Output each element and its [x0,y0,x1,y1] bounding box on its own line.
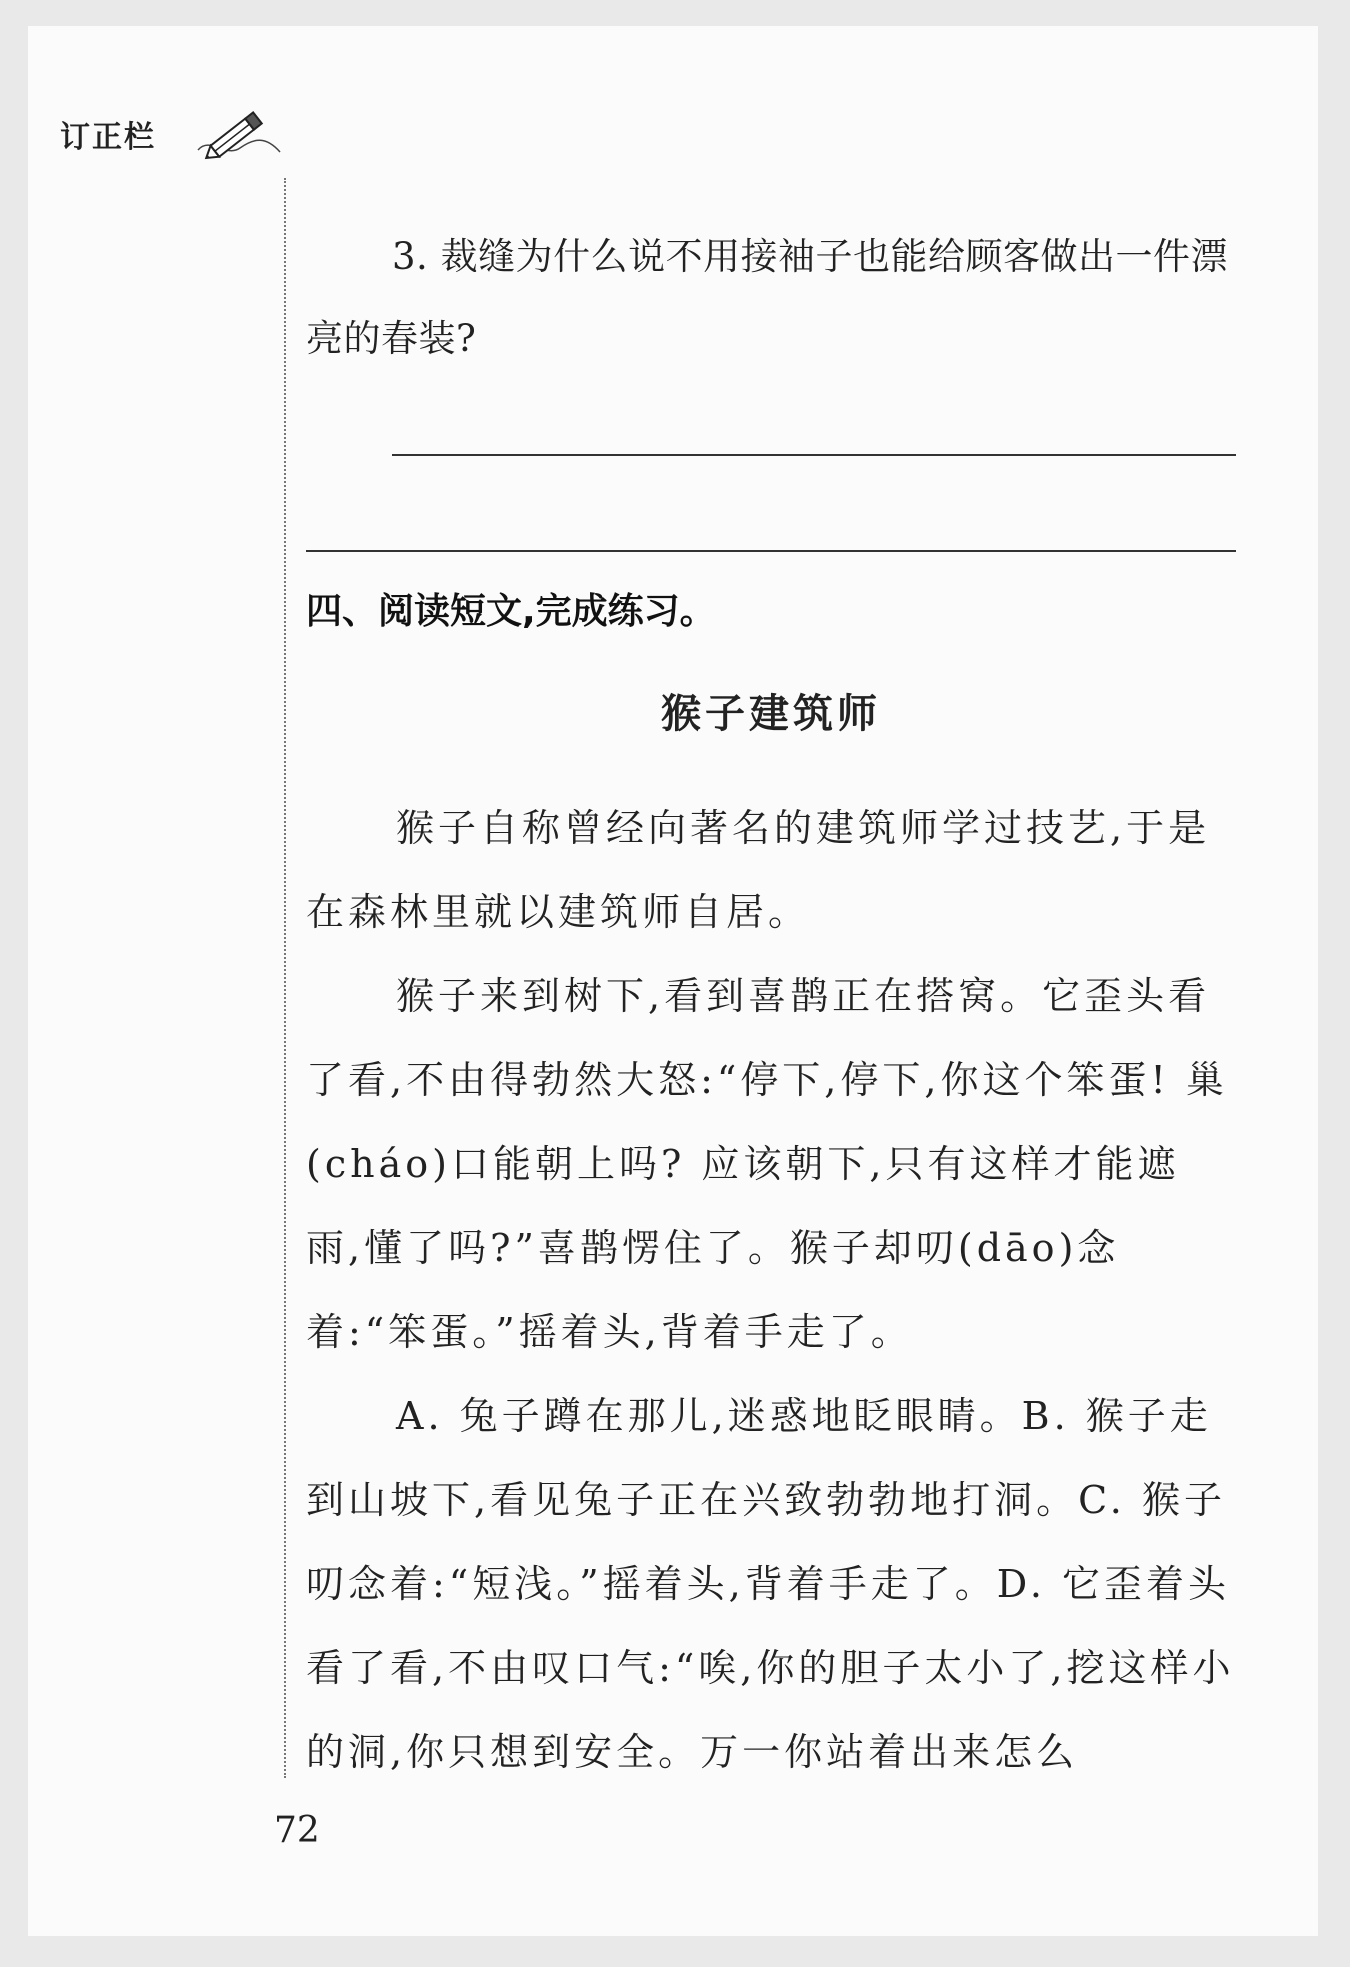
margin-divider [284,178,286,1778]
article-paragraph: A. 兔子蹲在那儿,迷惑地眨眼睛。B. 猴子走到山坡下,看见兔子正在兴致勃勃地打洞。C. 猴子叨念着:“短浅。”摇着头,背着手走了。D. 它歪着头看了看,不由叹口气:“唉,你的胆子太小了,挖这样小的洞,你只想到安全。万一你站着出来怎么 [306,1394,1235,1774]
section-heading: 四、阅读短文,完成练习。 [306,591,716,632]
page-number: 72 [274,1810,320,1851]
article-paragraph: 猴子来到树下,看到喜鹊正在搭窝。它歪头看了看,不由得勃然大怒:“停下,停下,你这个笨蛋! 巢(cháo)口能朝上吗? 应该朝下,只有这样才能遮雨,懂了吗?”喜鹊愣住了。猴子却叨(dāo)念着:“笨蛋。”摇着头,背着手走了。 [306,974,1228,1354]
answer-line[interactable] [392,454,1236,456]
question-3: 3. 裁缝为什么说不用接袖子也能给顾客做出一件漂亮的春装? [306,235,1229,360]
pencil-icon [196,106,282,166]
article-paragraph: 猴子自称曾经向著名的建筑师学过技艺,于是在森林里就以建筑师自居。 [306,806,1211,934]
workbook-page [28,26,1318,1936]
correction-column-label: 订正栏 [60,120,156,155]
article-title: 猴子建筑师 [661,690,881,737]
answer-line[interactable] [306,550,1236,552]
